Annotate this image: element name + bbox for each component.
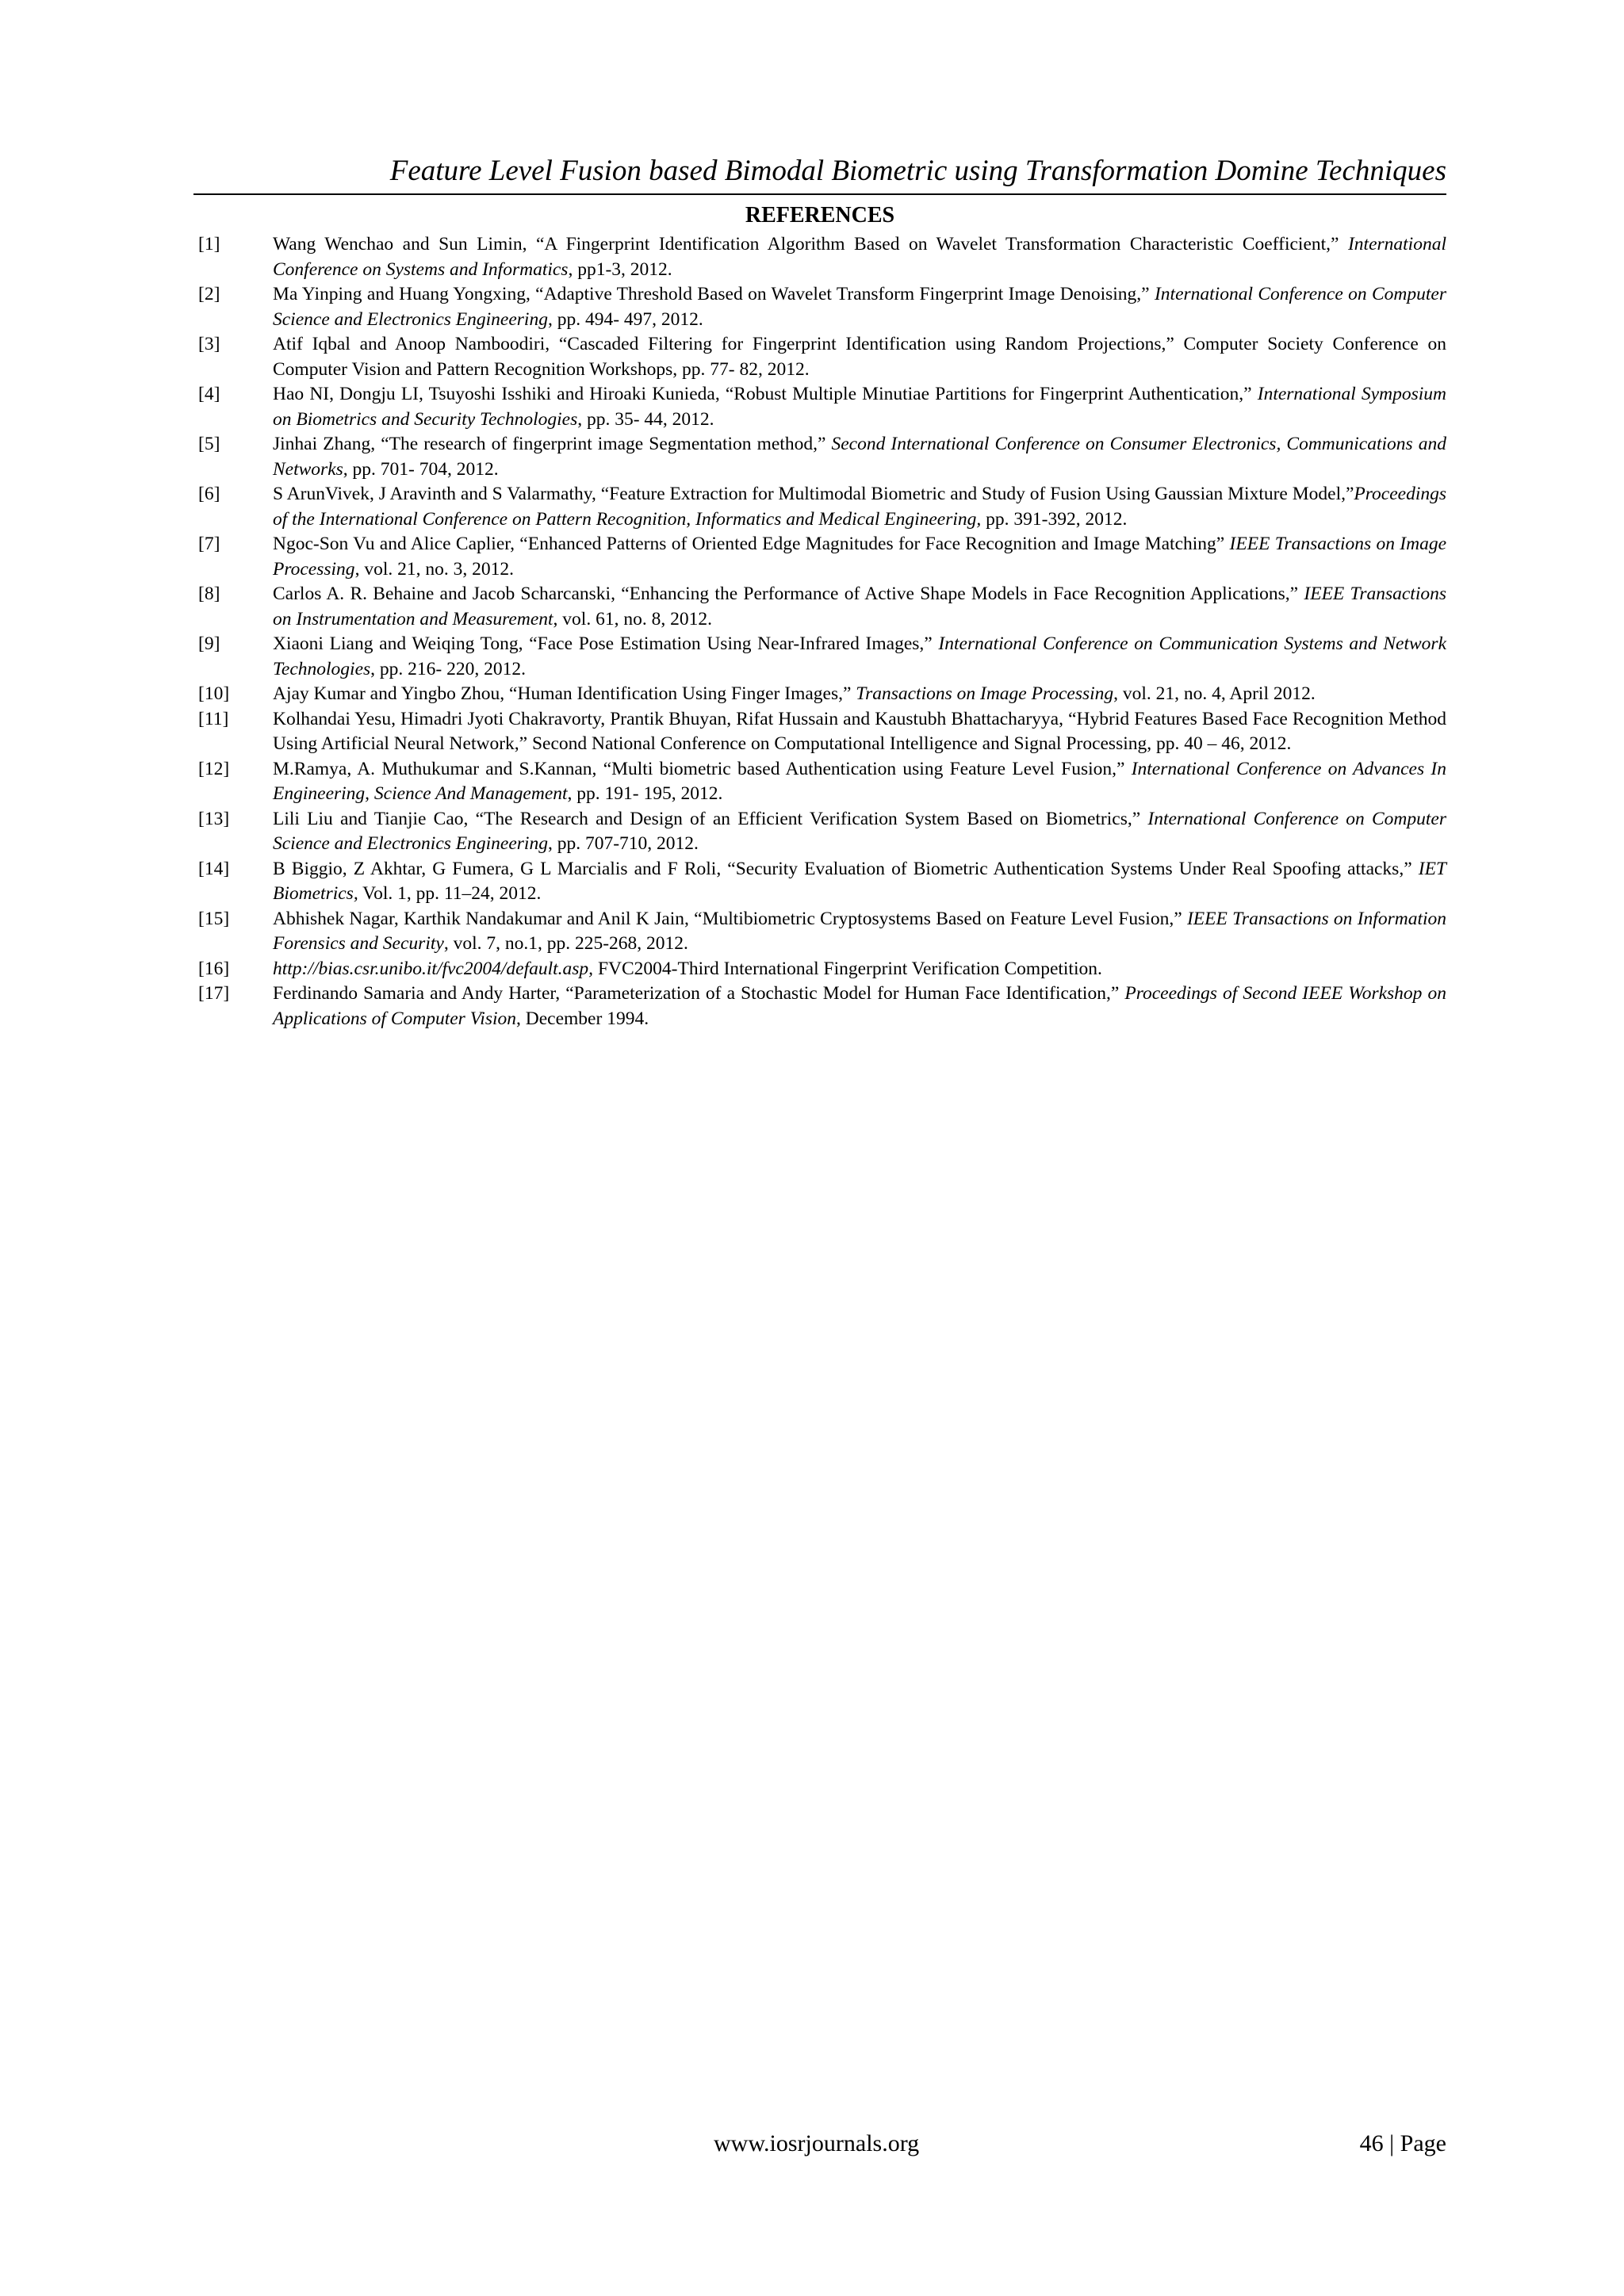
reference-item <box>198 957 1446 982</box>
reference-number: [1] <box>198 234 220 254</box>
reference-text <box>273 282 1446 332</box>
reference-text <box>273 482 1446 532</box>
reference-text <box>273 807 1446 857</box>
reference-authors-title: Ma Yinping and Huang Yongxing, “Adaptive Threshold Based on Wavelet Transform Fingerprint Image Denoising,” <box>273 284 1155 304</box>
reference-number: [14] <box>198 858 230 879</box>
reference-text <box>273 857 1446 907</box>
reference-number: [15] <box>198 908 230 929</box>
reference-item <box>198 682 1446 707</box>
reference-text <box>273 682 1446 707</box>
reference-venue: IEEE Transactions on Image Processing <box>273 534 1446 580</box>
reference-text <box>273 532 1446 582</box>
references-heading: REFERENCES <box>745 203 895 228</box>
reference-details: , pp. 191- 195, 2012. <box>567 783 723 804</box>
footer-page-number: 46 | Page <box>1359 2130 1446 2156</box>
reference-venue: International Conference on Advances In Engineering, Science And Management <box>273 758 1446 804</box>
reference-item <box>198 232 1446 282</box>
reference-details: , vol. 21, no. 3, 2012. <box>354 558 514 580</box>
reference-text <box>273 632 1446 682</box>
reference-venue: International Conference on Systems and Informatics <box>273 234 1446 280</box>
reference-text <box>273 432 1446 482</box>
reference-authors-title: Ngoc-Son Vu and Alice Caplier, “Enhanced Patterns of Oriented Edge Magnitudes for Face Recognition and Image Matching” <box>273 534 1230 554</box>
reference-number: [7] <box>198 534 220 554</box>
reference-item <box>198 907 1446 957</box>
reference-venue: International Conference on Computer Science and Electronics Engineering <box>273 808 1447 854</box>
reference-venue: International Symposium on Biometrics and Security Technologies <box>273 384 1446 430</box>
reference-details: FVC2004-Third International Fingerprint Verification Competition. <box>593 958 1102 979</box>
reference-item <box>198 632 1446 682</box>
reference-text <box>273 582 1446 632</box>
reference-details: , pp. 216- 220, 2012. <box>370 658 526 679</box>
reference-details: , pp. 35- 44, 2012. <box>577 408 714 430</box>
reference-number: [3] <box>198 334 220 354</box>
reference-details: , pp. 494- 497, 2012. <box>547 308 703 330</box>
reference-item <box>198 432 1446 482</box>
reference-number: [8] <box>198 584 220 604</box>
reference-authors-title: S ArunVivek, J Aravinth and S Valarmathy, “Feature Extraction for Multimodal Biometric and Study of Fusion Using Gaussian Mixture Model,” <box>273 484 1354 504</box>
reference-details: , pp1-3, 2012. <box>568 258 672 280</box>
reference-number: [4] <box>198 384 220 404</box>
reference-details: pp. 391-392, 2012. <box>981 508 1128 530</box>
reference-number: [2] <box>198 284 220 304</box>
reference-authors-title: Ajay Kumar and Yingbo Zhou, “Human Identification Using Finger Images,” <box>273 683 856 704</box>
reference-item <box>198 707 1446 757</box>
running-header-title: Feature Level Fusion based Bimodal Biometric using Transformation Domine Techniques <box>389 155 1446 187</box>
reference-text <box>273 232 1446 282</box>
reference-venue: IEEE Transactions on Instrumentation and Measurement <box>273 584 1447 629</box>
reference-venue: Transactions on Image Processing <box>856 683 1114 704</box>
reference-details: Vol. 1, pp. 11–24, 2012. <box>358 883 542 904</box>
footer-website: www.iosrjournals.org <box>714 2130 920 2156</box>
reference-text <box>273 757 1446 807</box>
reference-item <box>198 757 1446 807</box>
reference-details: , pp. 707-710, 2012. <box>547 833 699 854</box>
reference-number: [13] <box>198 808 230 829</box>
reference-text <box>273 957 1446 982</box>
reference-authors-title: Xiaoni Liang and Weiqing Tong, “Face Pose Estimation Using Near-Infrared Images,” <box>273 633 939 654</box>
reference-authors-title: Abhishek Nagar, Karthik Nandakumar and Anil K Jain, “Multibiometric Cryptosystems Based on Feature Level Fusion,” <box>273 908 1187 929</box>
reference-details: , vol. 21, no. 4, April 2012. <box>1113 683 1316 704</box>
reference-venue: IET Biometrics, <box>273 858 1446 904</box>
reference-item <box>198 482 1446 532</box>
reference-number: [11] <box>198 708 229 729</box>
reference-authors-title: Carlos A. R. Behaine and Jacob Scharcanski, “Enhancing the Performance of Active Shape Models in Face Recognition Applications,” <box>273 584 1304 604</box>
reference-text <box>273 382 1446 432</box>
reference-details: , vol. 61, no. 8, 2012. <box>553 608 712 629</box>
reference-venue: International Conference on Communication Systems and Network Technologies <box>273 633 1446 679</box>
references-list <box>198 232 1446 1031</box>
reference-text <box>273 707 1446 757</box>
reference-item <box>198 582 1446 632</box>
reference-venue: Proceedings of the International Conference on Pattern Recognition, Informatics and Medical Engineering, <box>273 484 1446 530</box>
reference-authors-title: M.Ramya, A. Muthukumar and S.Kannan, “Multi biometric based Authentication using Feature Level Fusion,” <box>273 758 1132 779</box>
reference-item <box>198 532 1446 582</box>
reference-number: [6] <box>198 484 220 504</box>
reference-venue: http://bias.csr.unibo.it/fvc2004/default.asp, <box>273 958 594 979</box>
reference-item <box>198 382 1446 432</box>
reference-venue: IEEE Transactions on Information Forensics and Security <box>273 908 1446 954</box>
reference-authors-title: B Biggio, Z Akhtar, G Fumera, G L Marcialis and F Roli, “Security Evaluation of Biometric Authentication Systems Under Real Spoofing attacks,” <box>273 858 1419 879</box>
reference-venue: Proceedings of Second IEEE Workshop on Applications of Computer Vision <box>273 983 1446 1029</box>
reference-number: [5] <box>198 434 220 454</box>
reference-authors-title: Hao NI, Dongju LI, Tsuyoshi Isshiki and Hiroaki Kunieda, “Robust Multiple Minutiae Partitions for Fingerprint Authentication,” <box>273 384 1258 404</box>
reference-authors-title: Jinhai Zhang, “The research of fingerprint image Segmentation method,” <box>273 434 832 454</box>
reference-authors-title: Ferdinando Samaria and Andy Harter, “Parameterization of a Stochastic Model for Human Face Identification,” <box>273 983 1125 1004</box>
reference-details: , December 1994. <box>516 1008 649 1029</box>
reference-authors-title: Atif Iqbal and Anoop Namboodiri, “Cascaded Filtering for Fingerprint Identification using Random Projections,” Computer Society Conference on Computer Vision and Pattern Recognition Workshops, pp. 77- 82, 2012. <box>273 334 1446 380</box>
reference-text <box>273 982 1446 1031</box>
reference-item <box>198 332 1446 382</box>
reference-number: [10] <box>198 683 230 704</box>
reference-details: , vol. 7, no.1, pp. 225-268, 2012. <box>443 933 688 954</box>
header-rule <box>193 193 1446 195</box>
reference-item <box>198 857 1446 907</box>
reference-number: [17] <box>198 983 230 1004</box>
reference-venue: International Conference on Computer Science and Electronics Engineering <box>273 284 1446 330</box>
reference-number: [9] <box>198 633 220 654</box>
reference-text <box>273 907 1446 957</box>
reference-authors-title: Lili Liu and Tianjie Cao, “The Research and Design of an Efficient Verification System Based on Biometrics,” <box>273 808 1148 829</box>
reference-authors-title: Wang Wenchao and Sun Limin, “A Fingerprint Identification Algorithm Based on Wavelet Transformation Characteristic Coefficient,” <box>273 234 1348 254</box>
reference-item <box>198 282 1446 332</box>
reference-item <box>198 807 1446 857</box>
reference-venue: Second International Conference on Consumer Electronics, Communications and Networks <box>273 434 1446 480</box>
reference-item <box>198 982 1446 1031</box>
reference-authors-title: Kolhandai Yesu, Himadri Jyoti Chakravorty, Prantik Bhuyan, Rifat Hussain and Kaustubh Bhattacharyya, “Hybrid Features Based Face Recognition Method Using Artificial Neural Network,” Second National Conference on Computational Intelligence and Signal Processing, pp. 40 – 46, 2012. <box>273 708 1446 754</box>
reference-text <box>273 332 1446 382</box>
reference-details: , pp. 701- 704, 2012. <box>343 458 499 480</box>
reference-number: [16] <box>198 958 230 979</box>
reference-number: [12] <box>198 758 230 779</box>
